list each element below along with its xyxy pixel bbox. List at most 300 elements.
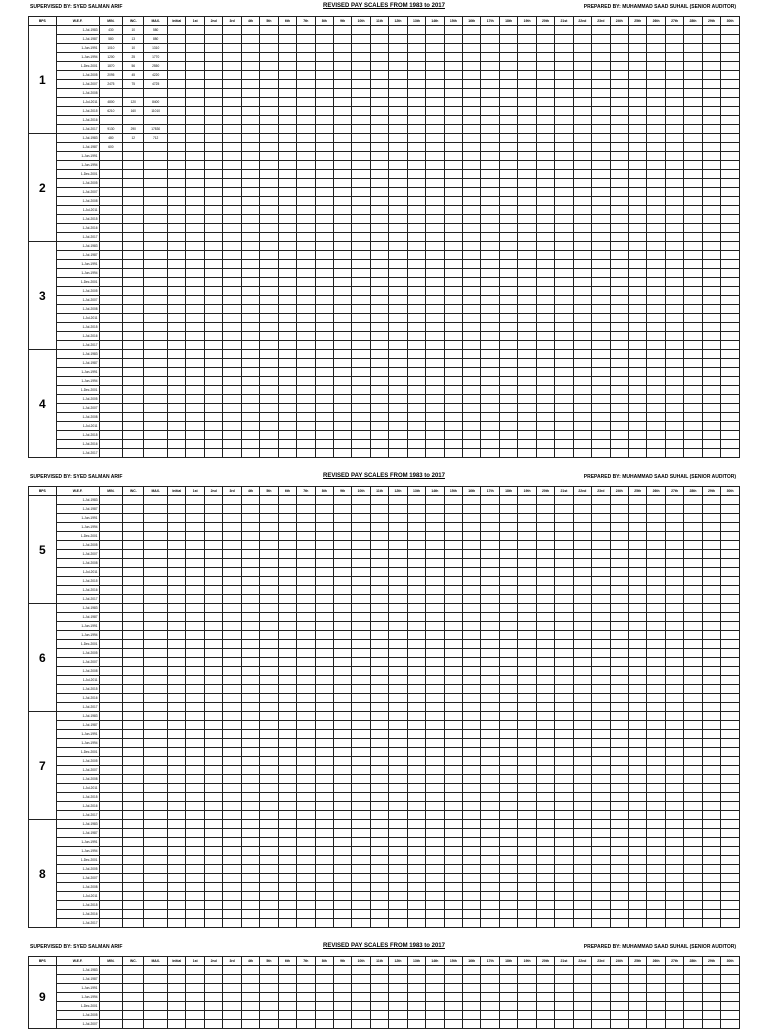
stage-cell [721,739,740,748]
stage-cell [389,359,407,368]
stage-cell [168,613,186,622]
wef-cell: 1-Jun-1991 [56,984,99,993]
stage-cell [426,775,444,784]
stage-cell [610,134,628,143]
stage-cell [721,883,740,892]
stage-cell [315,694,333,703]
table-row [29,523,740,532]
stage-cell [315,404,333,413]
stage-cell [315,541,333,550]
stage-cell [297,206,315,215]
stage-cell [444,341,462,350]
stage-cell [315,278,333,287]
stage-cell [407,1020,425,1029]
stage-cell [555,449,573,458]
stage-cell [444,287,462,296]
stage-cell [444,793,462,802]
stage-cell [592,919,610,928]
stage-cell [204,296,222,305]
stage-cell [186,314,204,323]
stage-cell [389,993,407,1002]
stage-cell [223,622,241,631]
stage-cell [684,161,702,170]
stage-cell [241,586,259,595]
stage-cell [260,1011,278,1020]
stage-cell [518,865,536,874]
stage-cell [592,577,610,586]
wef-cell: 1-Jul-2005 [56,541,99,550]
stage-cell [499,775,517,784]
stage-cell [168,856,186,865]
stage-cell [684,712,702,721]
stage-cell [610,143,628,152]
stage-cell [444,170,462,179]
stage-cell [389,919,407,928]
stage-cell [702,35,720,44]
stage-cell [407,98,425,107]
stage-cell [702,532,720,541]
stage-cell [592,739,610,748]
stage-cell [315,332,333,341]
stage-cell [702,260,720,269]
stage-cell [278,577,296,586]
stage-cell [389,152,407,161]
stage-cell [481,413,499,422]
stage-cell [518,757,536,766]
stage-cell [518,395,536,404]
max-cell [144,368,168,377]
stage-cell [665,975,683,984]
stage-cell [592,422,610,431]
stage-cell [702,323,720,332]
stage-cell [168,404,186,413]
stage-cell [684,143,702,152]
stage-cell [223,856,241,865]
stage-cell [444,874,462,883]
wef-cell: 1-Jul-2011 [56,422,99,431]
stage-cell [573,984,591,993]
stage-cell [223,260,241,269]
stage-cell [573,784,591,793]
stage-cell [702,577,720,586]
stage-cell [555,649,573,658]
inc-cell: 45 [123,71,144,80]
stage-cell [426,359,444,368]
stage-cell [241,98,259,107]
stage-cell [370,721,388,730]
stage-cell [241,685,259,694]
stage-cell [168,975,186,984]
stage-cell [315,721,333,730]
stage-cell [241,775,259,784]
stage-cell [260,26,278,35]
stage-cell [389,314,407,323]
stage-cell [573,757,591,766]
stage-cell [444,359,462,368]
stage-cell [241,910,259,919]
wef-cell: 1-Jul-2008 [56,197,99,206]
stage-cell [370,640,388,649]
min-cell: 580 [99,35,123,44]
stage-cell [260,975,278,984]
stage-cell [536,332,554,341]
stage-cell [684,278,702,287]
stage-cell [573,514,591,523]
stage-cell [721,413,740,422]
stage-cell [573,550,591,559]
stage-cell [370,107,388,116]
stage-cell [573,368,591,377]
stage-cell [260,775,278,784]
stage-cell [463,874,481,883]
stage-cell [647,134,665,143]
stage-cell [223,883,241,892]
stage-cell [536,595,554,604]
stage-cell [297,224,315,233]
stage-cell [721,395,740,404]
max-cell [144,975,168,984]
stage-cell [702,170,720,179]
stage-cell [518,784,536,793]
stage-cell [297,901,315,910]
stage-cell [555,359,573,368]
stage-cell [426,71,444,80]
stage-cell [315,170,333,179]
stage-cell [223,296,241,305]
stage-cell [204,440,222,449]
table-row [29,1002,740,1011]
stage-cell [702,559,720,568]
stage-cell [204,775,222,784]
stage-cell [481,143,499,152]
stage-cell [536,233,554,242]
stage-cell [647,260,665,269]
column-header: INC. [123,17,144,26]
stage-cell [260,278,278,287]
stage-cell [555,170,573,179]
stage-cell [518,260,536,269]
table-row [29,98,740,107]
stage-cell [499,377,517,386]
stage-cell [463,197,481,206]
stage-cell [204,161,222,170]
stage-cell [204,892,222,901]
stage-cell [168,820,186,829]
stage-cell [186,224,204,233]
min-cell [99,179,123,188]
stage-cell [426,125,444,134]
stage-cell [444,739,462,748]
stage-cell [647,296,665,305]
stage-cell [684,820,702,829]
stage-cell [555,721,573,730]
column-header: 23rd [592,487,610,496]
stage-cell [555,35,573,44]
table-row [29,784,740,793]
column-header: 6th [278,487,296,496]
stage-cell [684,170,702,179]
stage-cell [610,197,628,206]
stage-cell [555,296,573,305]
stage-cell [536,1020,554,1029]
stage-cell [628,820,646,829]
stage-cell [499,440,517,449]
stage-cell [278,685,296,694]
stage-cell [352,640,370,649]
max-cell [144,332,168,341]
stage-cell [204,658,222,667]
stage-cell [536,523,554,532]
stage-cell [702,874,720,883]
stage-cell [352,251,370,260]
stage-cell [352,80,370,89]
max-cell [144,251,168,260]
stage-cell [352,323,370,332]
stage-cell [223,721,241,730]
stage-cell [370,847,388,856]
stage-cell [297,559,315,568]
stage-cell [204,179,222,188]
stage-cell [499,577,517,586]
stage-cell [463,395,481,404]
stage-cell [499,892,517,901]
stage-cell [186,1011,204,1020]
stage-cell [186,640,204,649]
max-cell [144,505,168,514]
column-header: 10th [352,17,370,26]
stage-cell [499,496,517,505]
stage-cell [684,368,702,377]
stage-cell [481,44,499,53]
inc-cell [123,449,144,458]
stage-cell [444,80,462,89]
stage-cell [684,730,702,739]
stage-cell [647,984,665,993]
min-cell [99,910,123,919]
stage-cell [315,748,333,757]
stage-cell [315,984,333,993]
stage-cell [647,143,665,152]
stage-cell [463,134,481,143]
stage-cell [168,784,186,793]
stage-cell [370,323,388,332]
stage-cell [278,98,296,107]
stage-cell [536,766,554,775]
stage-cell [702,984,720,993]
table-row [29,757,740,766]
stage-cell [241,404,259,413]
stage-cell [628,622,646,631]
stage-cell [610,1011,628,1020]
stage-cell [628,107,646,116]
stage-cell [647,35,665,44]
stage-cell [536,386,554,395]
stage-cell [684,386,702,395]
stage-cell [426,152,444,161]
stage-cell [684,523,702,532]
stage-cell [573,332,591,341]
stage-cell [297,811,315,820]
stage-cell [610,975,628,984]
stage-cell [573,116,591,125]
stage-cell [407,919,425,928]
stage-cell [684,541,702,550]
wef-cell: 1-Jul-1983 [56,496,99,505]
stage-cell [426,323,444,332]
stage-cell [352,179,370,188]
inc-cell [123,269,144,278]
table-row [29,35,740,44]
stage-cell [647,874,665,883]
min-cell [99,413,123,422]
stage-cell [573,966,591,975]
stage-cell [518,413,536,422]
stage-cell [573,919,591,928]
stage-cell [610,984,628,993]
max-cell [144,449,168,458]
stage-cell [223,541,241,550]
stage-cell [536,350,554,359]
column-header: 13th [407,487,425,496]
stage-cell [721,775,740,784]
stage-cell [426,838,444,847]
stage-cell [463,586,481,595]
stage-cell [555,161,573,170]
stage-cell [426,505,444,514]
stage-cell [389,514,407,523]
stage-cell [684,984,702,993]
stage-cell [481,1020,499,1029]
stage-cell [610,631,628,640]
stage-cell [204,802,222,811]
stage-cell [352,431,370,440]
stage-cell [204,984,222,993]
stage-cell [260,640,278,649]
stage-cell [370,622,388,631]
stage-cell [647,278,665,287]
stage-cell [389,757,407,766]
stage-cell [426,532,444,541]
stage-cell [665,559,683,568]
stage-cell [702,386,720,395]
stage-cell [518,278,536,287]
inc-cell [123,577,144,586]
stage-cell [555,422,573,431]
stage-cell [278,667,296,676]
stage-cell [610,802,628,811]
stage-cell [223,550,241,559]
column-header: 28th [684,17,702,26]
min-cell [99,901,123,910]
stage-cell [628,413,646,422]
stage-cell [721,694,740,703]
stage-cell [518,242,536,251]
stage-cell [333,712,351,721]
stage-cell [647,721,665,730]
stage-cell [407,514,425,523]
table-row [29,820,740,829]
max-cell [144,703,168,712]
stage-cell [518,739,536,748]
stage-cell [407,676,425,685]
wef-cell: 1-Jul-1987 [56,613,99,622]
stage-cell [241,233,259,242]
stage-cell [555,323,573,332]
stage-cell [721,541,740,550]
stage-cell [610,350,628,359]
stage-cell [370,143,388,152]
stage-cell [481,80,499,89]
stage-cell [610,53,628,62]
stage-cell [665,368,683,377]
stage-cell [684,856,702,865]
stage-cell [333,1020,351,1029]
stage-cell [204,260,222,269]
stage-cell [592,215,610,224]
stage-cell [444,449,462,458]
stage-cell [463,161,481,170]
stage-cell [204,116,222,125]
stage-cell [407,377,425,386]
stage-cell [463,323,481,332]
stage-cell [370,739,388,748]
stage-cell [573,901,591,910]
stage-cell [702,1011,720,1020]
wef-cell: 1-Jul-2016 [56,116,99,125]
max-cell [144,739,168,748]
stage-cell [481,71,499,80]
stage-cell [702,422,720,431]
prepared-by: PREPARED BY: MUHAMMAD SAAD SUHAIL (SENIOR AUDITOR) [583,944,736,950]
stage-cell [628,496,646,505]
stage-cell [444,251,462,260]
wef-cell: 1-Jul-1983 [56,604,99,613]
stage-cell [407,550,425,559]
max-cell [144,586,168,595]
stage-cell [665,179,683,188]
stage-cell [370,278,388,287]
stage-cell [555,71,573,80]
table-row [29,152,740,161]
stage-cell [241,107,259,116]
stage-cell [352,206,370,215]
stage-cell [168,242,186,251]
min-cell [99,820,123,829]
stage-cell [610,287,628,296]
stage-cell [555,919,573,928]
stage-cell [702,757,720,766]
stage-cell [352,89,370,98]
stage-cell [573,532,591,541]
header-row [29,17,740,26]
stage-cell [389,685,407,694]
stage-cell [592,712,610,721]
stage-cell [536,242,554,251]
table-row [29,134,740,143]
stage-cell [592,703,610,712]
stage-cell [352,44,370,53]
stage-cell [721,35,740,44]
stage-cell [592,350,610,359]
stage-cell [536,116,554,125]
stage-cell [665,676,683,685]
inc-cell [123,784,144,793]
stage-cell [297,496,315,505]
stage-cell [278,107,296,116]
column-header: 18th [499,487,517,496]
stage-cell [463,125,481,134]
column-header: 22nd [573,487,591,496]
